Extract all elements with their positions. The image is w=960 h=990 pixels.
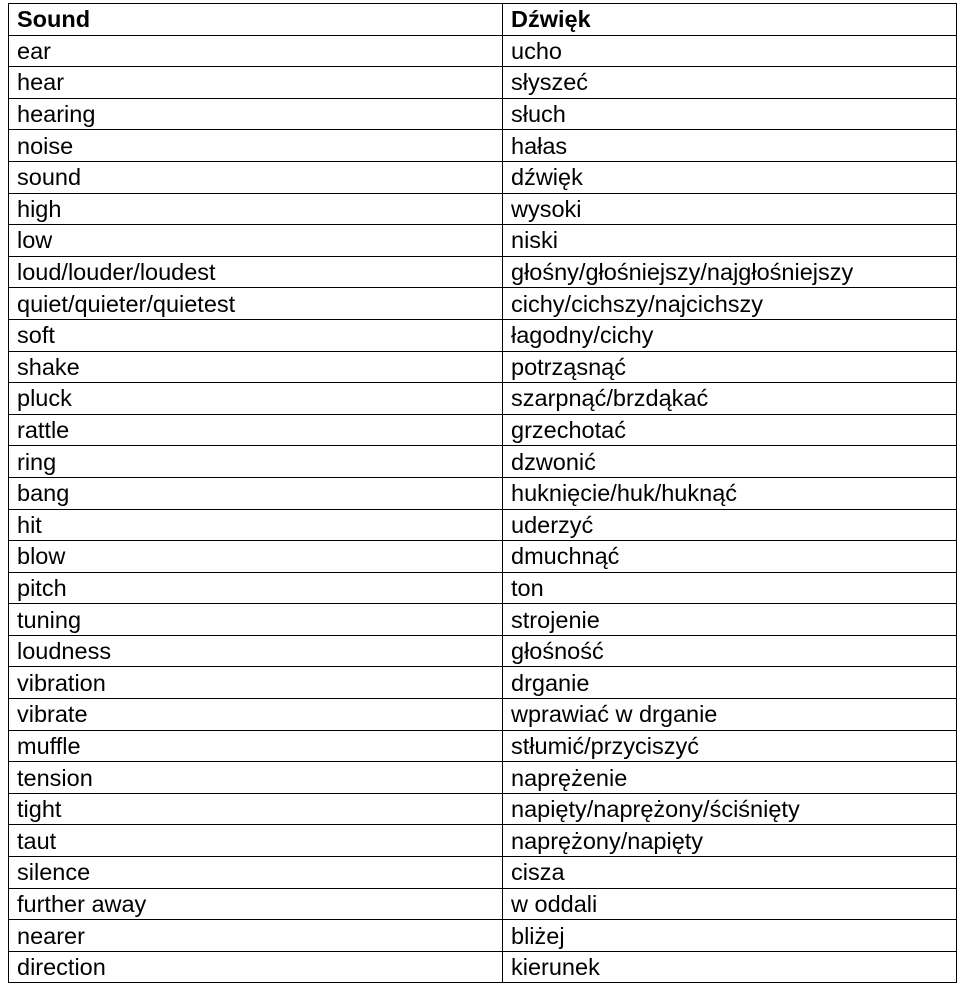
polish-term: głośność [503,635,957,667]
table-row [9,130,957,162]
polish-term: cisza [503,857,957,889]
polish-term: dzwonić [503,446,957,478]
polish-term: szarpnąć/brzdąkać [503,383,957,415]
table-row [9,67,957,99]
table-row [9,667,957,699]
polish-term: napięty/naprężony/ściśnięty [503,793,957,825]
english-term: blow [9,541,503,573]
table-row [9,193,957,225]
polish-term: bliżej [503,920,957,952]
polish-term: strojenie [503,604,957,636]
english-term: silence [9,857,503,889]
table-row [9,888,957,920]
header-row [9,4,957,36]
table-row [9,730,957,762]
english-term: sound [9,161,503,193]
polish-term: wprawiać w drganie [503,699,957,731]
table-row [9,225,957,257]
table-row [9,319,957,351]
polish-term: słyszeć [503,67,957,99]
table-row [9,161,957,193]
table-row [9,635,957,667]
english-term: muffle [9,730,503,762]
table-row [9,920,957,952]
english-term: hear [9,67,503,99]
table-row [9,541,957,573]
polish-term: głośny/głośniejszy/najgłośniejszy [503,256,957,288]
english-term: ear [9,35,503,67]
table-row [9,604,957,636]
polish-term: uderzyć [503,509,957,541]
english-term: shake [9,351,503,383]
english-term: loudness [9,635,503,667]
english-term: ring [9,446,503,478]
english-term: taut [9,825,503,857]
table-row [9,825,957,857]
polish-term: huknięcie/huk/huknąć [503,477,957,509]
header-english: Sound [9,4,503,36]
polish-term: naprężony/napięty [503,825,957,857]
english-term: further away [9,888,503,920]
english-term: vibration [9,667,503,699]
table-row [9,857,957,889]
table-row [9,699,957,731]
table-row [9,477,957,509]
table-row [9,509,957,541]
table-row [9,793,957,825]
table-row [9,35,957,67]
table-row [9,98,957,130]
table-row [9,351,957,383]
english-term: direction [9,951,503,983]
english-term: quiet/quieter/quietest [9,288,503,320]
polish-term: grzechotać [503,414,957,446]
vocabulary-body [9,35,957,983]
polish-term: ton [503,572,957,604]
polish-term: dmuchnąć [503,541,957,573]
polish-term: drganie [503,667,957,699]
polish-term: cichy/cichszy/najcichszy [503,288,957,320]
english-term: hearing [9,98,503,130]
english-term: vibrate [9,699,503,731]
vocabulary-table [8,3,957,983]
english-term: nearer [9,920,503,952]
polish-term: naprężenie [503,762,957,794]
header-polish: Dźwięk [503,4,957,36]
english-term: high [9,193,503,225]
english-term: tuning [9,604,503,636]
table-row [9,256,957,288]
english-term: tension [9,762,503,794]
table-row [9,572,957,604]
english-term: hit [9,509,503,541]
polish-term: ucho [503,35,957,67]
english-term: pitch [9,572,503,604]
polish-term: wysoki [503,193,957,225]
english-term: noise [9,130,503,162]
polish-term: kierunek [503,951,957,983]
table-row [9,446,957,478]
polish-term: niski [503,225,957,257]
english-term: soft [9,319,503,351]
polish-term: potrząsnąć [503,351,957,383]
table-row [9,951,957,983]
polish-term: słuch [503,98,957,130]
table-row [9,762,957,794]
table-row [9,414,957,446]
polish-term: dźwięk [503,161,957,193]
polish-term: stłumić/przyciszyć [503,730,957,762]
english-term: pluck [9,383,503,415]
english-term: rattle [9,414,503,446]
polish-term: łagodny/cichy [503,319,957,351]
polish-term: w oddali [503,888,957,920]
english-term: low [9,225,503,257]
english-term: tight [9,793,503,825]
table-row [9,288,957,320]
english-term: bang [9,477,503,509]
polish-term: hałas [503,130,957,162]
english-term: loud/louder/loudest [9,256,503,288]
table-row [9,383,957,415]
